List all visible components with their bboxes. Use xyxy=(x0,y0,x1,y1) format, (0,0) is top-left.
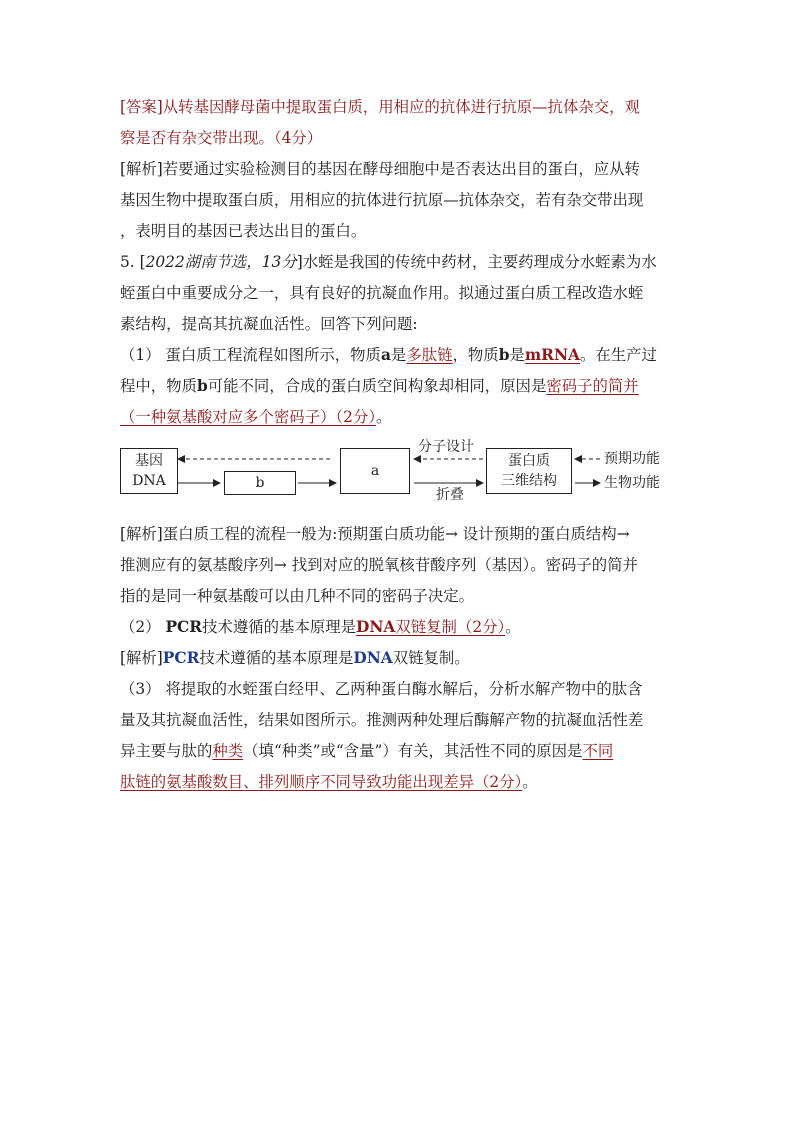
box-b xyxy=(224,471,296,495)
part-2-text-2: 技术遵循的基本原理是 xyxy=(202,618,357,636)
molecular-design-label: 分子设计 xyxy=(418,439,474,455)
question-stem-1: ]水蛭是我国的传统中药材，主要药理成分水蛭素为水 xyxy=(296,253,657,271)
dna-label: DNA xyxy=(132,473,166,489)
biological-function-label: 生物功能 xyxy=(604,475,660,491)
part-1-text-5: 。在生产过 xyxy=(579,346,657,364)
answer-line-2: 察是否有杂交带出现。（4分） xyxy=(120,129,323,147)
gene-label: 基因 xyxy=(135,453,163,469)
part-3-line-3 xyxy=(120,736,676,767)
part-1-text-8: 。 xyxy=(376,408,392,426)
part-1-line-2 xyxy=(120,371,676,402)
question-source: 2022湖南节选，13分 xyxy=(145,253,297,271)
question-5-line-1 xyxy=(120,247,676,278)
analysis-2-line-3: 指的是同一种氨基酸可以由几种不同的密码子决定。 xyxy=(120,587,474,605)
part-3-line-2: 量及其抗凝血活性，结果如图所示。推测两种处理后酶解产物的抗凝血活性差 xyxy=(120,711,644,729)
analysis-1-line-2: 基因生物中提取蛋白质，用相应的抗体进行抗原—抗体杂交，若有杂交带出现 xyxy=(120,191,644,209)
part-1-line-3 xyxy=(120,402,676,433)
protein-engineering-diagram xyxy=(120,439,676,515)
substance-a: a xyxy=(380,346,391,364)
part-2-text-1: （2） xyxy=(120,618,166,636)
part-3-line-4 xyxy=(120,767,676,798)
3d-structure-label: 三维结构 xyxy=(501,473,557,489)
substance-b-2: b xyxy=(196,377,208,395)
answer-a: 多肽链 xyxy=(406,346,453,364)
part-1-text-7: 可能不同，合成的蛋白质空间构象却相同，原因是 xyxy=(207,377,547,395)
part-1-text-6: 程中，物质 xyxy=(120,377,197,395)
protein-label: 蛋白质 xyxy=(508,453,550,469)
part-2-pcr: PCR xyxy=(165,618,203,636)
answer-replication: 双链复制（2分） xyxy=(395,618,506,636)
question-5-line-2: 蛭蛋白中重要成分之一，具有良好的抗凝血作用。拟通过蛋白质工程改造水蛭 xyxy=(120,284,644,302)
analysis-3-text-3: 双链复制。 xyxy=(392,649,470,667)
part-1-line-1 xyxy=(120,340,676,371)
analysis-3-line xyxy=(120,643,676,674)
document-page xyxy=(120,92,676,798)
analysis-2-line-1: [解析]蛋白质工程的流程一般为:预期蛋白质功能→ 设计预期的蛋白质结构→ xyxy=(120,525,630,543)
box-b-label: b xyxy=(255,475,265,491)
question-5-line-3: 素结构，提高其抗凝血活性。回答下列问题: xyxy=(120,315,418,333)
part-3-text-3: 。 xyxy=(522,773,538,791)
part-2-line xyxy=(120,612,676,643)
box-a-label: a xyxy=(370,463,380,479)
substance-b: b xyxy=(498,346,510,364)
answer-b: mRNA xyxy=(524,346,580,364)
gene-dna-box xyxy=(120,448,178,494)
part-1-text-2: 是 xyxy=(390,346,407,364)
part-2-text-3: 。 xyxy=(505,618,521,636)
part-3-text-1: 异主要与肽的 xyxy=(120,742,213,760)
part-3-text-2: （填“种类”或“含量”）有关，其活性不同的原因是 xyxy=(243,742,583,760)
analysis-3-text-2: 技术遵循的基本原理是 xyxy=(199,649,354,667)
folding-label: 折叠 xyxy=(436,487,464,503)
answer-reason-part-1: 不同 xyxy=(582,742,614,760)
part-1-text-4: 是 xyxy=(509,346,525,364)
analysis-3-pcr: PCR xyxy=(162,649,200,667)
part-3-line-1: （3） 将提取的水蛭蛋白经甲、乙两种蛋白酶水解后，分析水解产物中的肽含 xyxy=(120,680,643,698)
analysis-1-line-3: ，表明目的基因已表达出目的蛋白。 xyxy=(120,222,367,240)
analysis-1-line-1: [解析]若要通过实验检测目的基因在酵母细胞中是否表达出目的蛋白，应从转 xyxy=(120,160,640,178)
question-number: 5. [ xyxy=(120,253,146,271)
part-1-text-1: （1） 蛋白质工程流程如图所示，物质 xyxy=(120,346,381,364)
answer-c-part-2: （一种氨基酸对应多个密码子）（2分） xyxy=(120,408,377,426)
answer-line-1: [答案]从转基因酵母菌中提取蛋白质，用相应的抗体进行抗原—抗体杂交，观 xyxy=(120,98,640,116)
analysis-3-dna: DNA xyxy=(353,649,393,667)
box-a xyxy=(340,448,410,494)
expected-function-label: 预期功能 xyxy=(604,451,660,467)
analysis-3-text-1: [解析] xyxy=(120,649,163,667)
analysis-2-line-2: 推测应有的氨基酸序列→ 找到对应的脱氧核苷酸序列（基因）。密码子的简并 xyxy=(120,556,638,574)
answer-dna: DNA xyxy=(356,618,396,636)
answer-reason-part-2: 肽链的氨基酸数目、排列顺序不同导致功能出现差异（2分） xyxy=(120,773,523,791)
answer-kind: 种类 xyxy=(212,742,244,760)
part-1-text-3: ，物质 xyxy=(452,346,499,364)
answer-c-part-1: 密码子的简并 xyxy=(546,377,639,395)
protein-structure-box xyxy=(486,448,572,494)
